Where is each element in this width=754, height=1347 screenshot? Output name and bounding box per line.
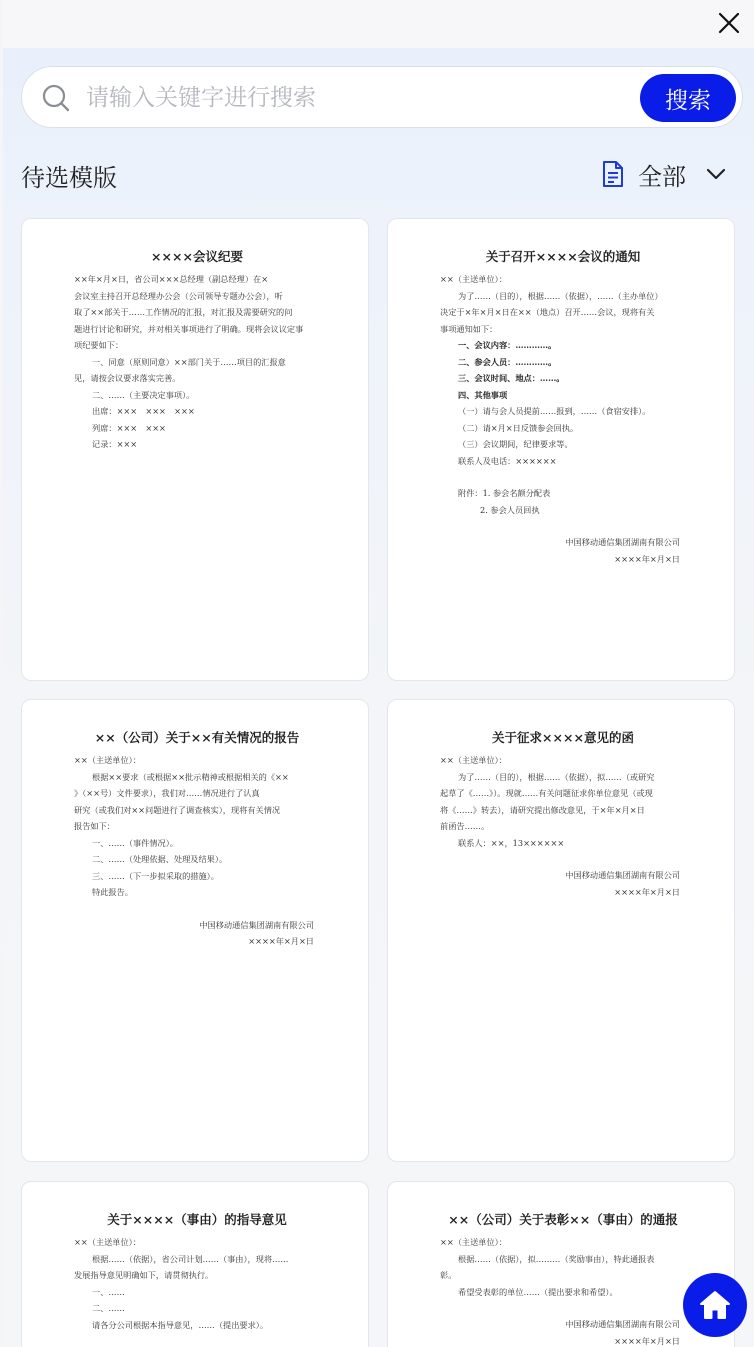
template-preview-line: 出席：××× ××× ×××: [92, 406, 195, 416]
document-icon: [600, 160, 626, 188]
template-preview-line: 为了……（目的），根据……（依据），……（主办单位）: [458, 290, 663, 301]
close-icon: [716, 10, 742, 36]
template-preview-line: 彰。: [440, 1270, 457, 1280]
template-preview-line: （一）请与会人员提前……报到，……（食宿安排）。: [458, 406, 651, 416]
template-preview-line: 列席：××× ×××: [92, 422, 166, 433]
template-preview: [74, 728, 320, 950]
template-title: 关于征求××××意见的函: [492, 730, 634, 745]
template-preview-line: 报告如下：: [74, 821, 115, 831]
template-preview-line: 记录：×××: [92, 439, 138, 449]
template-preview-line: ××××年×月×日: [614, 553, 680, 564]
home-button[interactable]: [683, 1273, 747, 1337]
template-preview-line: 发展指导意见明确如下，请贯彻执行。: [74, 1270, 214, 1280]
template-preview: [440, 247, 686, 567]
template-preview-line: ××××年×月×日: [248, 936, 314, 946]
template-card[interactable]: [387, 699, 735, 1162]
template-preview-line: 前函告……。: [440, 821, 490, 831]
template-preview-line: 决定于×年×月×日在××（地点）召开……会议，现将有关: [440, 307, 655, 317]
template-preview-line: ××××年×月×日: [614, 886, 680, 897]
template-preview-line: 会议室主持召开总经理办公会（公司领导专题办公会），听: [74, 290, 283, 301]
template-preview-line: 取了××部关于……工作情况的汇报，对汇报及需要研究的问: [74, 307, 293, 317]
template-preview-line: 希望受表彰的单位……（提出要求和希望）。: [458, 1286, 618, 1297]
template-preview-line: 起草了《……》）。现就……有关问题征求你单位意见（或现: [440, 788, 653, 798]
template-preview-line: ××××年×月×日: [614, 1335, 680, 1346]
template-preview-line: 二、……（主要决定事项）。: [92, 389, 195, 400]
template-preview-line: 三、会议时间、地点：……。: [458, 373, 565, 383]
template-picker-page: [3, 0, 754, 1347]
template-preview-line: 中国移动通信集团湖南有限公司: [199, 919, 314, 930]
template-preview-line: 附件：1. 参会名额分配表: [458, 488, 551, 498]
template-preview-line: 一、……: [92, 1286, 125, 1297]
template-preview-line: 见，请按会议要求落实完善。: [74, 373, 181, 383]
template-preview: [440, 1210, 686, 1347]
template-preview-line: ××（主送单位）：: [74, 755, 141, 765]
template-preview-line: 二、……: [92, 1303, 125, 1313]
template-title: ××××会议纪要: [151, 249, 243, 264]
template-title: 关于××××（事由）的指导意见: [107, 1212, 287, 1227]
template-preview-line: 联系人：××，13××××××: [458, 837, 565, 848]
template-preview-line: 将《……》转去），请研究提出修改意见，于×年×月×日: [440, 804, 645, 815]
template-preview-line: ××（主送单位）：: [440, 755, 507, 765]
template-title: ××（公司）关于××有关情况的报告: [94, 730, 300, 745]
search-bar: [21, 66, 743, 128]
template-preview-line: （三）会议期间，纪律要求等。: [458, 439, 573, 449]
template-preview-line: 根据××要求（或根据××批示精神或根据相关的《××: [92, 771, 289, 782]
template-title: ××（公司）关于表彰××（事由）的通报: [448, 1212, 678, 1227]
template-preview-line: ××（主送单位）：: [74, 1237, 141, 1247]
template-preview-line: （二）请×月×日反馈参会回执。: [458, 422, 579, 433]
template-preview-line: 一、……（事件情况）。: [92, 837, 178, 848]
category-filter-dropdown[interactable]: [600, 156, 726, 192]
filter-label: 全部: [638, 162, 686, 191]
close-button[interactable]: [716, 10, 742, 36]
home-icon: [698, 1289, 732, 1321]
template-preview-line: 特此报告。: [92, 887, 133, 897]
search-input[interactable]: [86, 77, 626, 119]
template-preview-line: 根据……（依据），拟………（奖励事由），特此通报表: [458, 1253, 655, 1264]
search-icon: [42, 84, 70, 112]
template-preview-line: 请各分公司根据本指导意见，……（提出要求）。: [92, 1319, 269, 1330]
template-preview-line: 中国移动通信集团湖南有限公司: [565, 870, 680, 880]
section-title: 待选模版: [21, 164, 117, 192]
template-preview-line: 一、同意（原则同意）××部门关于……项目的汇报意: [92, 356, 286, 367]
template-preview-line: 根据……（依据），省公司计划……（事由），现将……: [92, 1253, 289, 1264]
template-preview-line: 为了……（目的），根据……（依据），拟……（或研究: [458, 771, 655, 782]
template-preview-line: 研究（或我们对××问题进行了调查核实），现将有关情况: [74, 804, 281, 815]
template-preview-line: 二、参会人员：…………。: [458, 356, 557, 367]
template-preview-line: 四、其他事项: [458, 389, 508, 400]
chevron-down-icon: [706, 168, 726, 180]
search-button[interactable]: 搜索: [640, 74, 736, 122]
template-preview-line: 二、……（处理依据、处理及结果）。: [92, 854, 228, 864]
template-preview-line: 联系人及电话：××××××: [458, 455, 557, 466]
template-preview-line: ××（主送单位）：: [440, 1237, 507, 1247]
template-card[interactable]: [21, 218, 369, 681]
template-preview: [440, 728, 686, 900]
template-card[interactable]: [387, 1181, 735, 1347]
template-preview-line: 中国移动通信集团湖南有限公司: [565, 537, 680, 547]
template-preview: [74, 247, 320, 453]
template-preview-line: ××（主送单位）：: [440, 274, 507, 284]
template-preview-line: 事项通知如下：: [440, 323, 498, 334]
template-preview-line: 2. 参会人员回执: [480, 504, 540, 515]
template-preview-line: 中国移动通信集团湖南有限公司: [565, 1319, 680, 1329]
template-preview-line: 》（××号）文件要求），我们对……情况进行了认真: [74, 788, 260, 798]
template-title: 关于召开××××会议的通知: [485, 249, 641, 264]
template-preview-line: 题进行讨论和研究，并对相关事项进行了明确。现将会议议定事: [74, 323, 304, 334]
template-preview-line: ××年×月×日，省公司×××总经理（副总经理）在×: [74, 274, 269, 284]
template-preview-line: 一、会议内容：…………。: [458, 340, 557, 350]
template-preview: [74, 1210, 320, 1333]
template-preview-line: 三、……（下一步拟采取的措施）。: [92, 870, 219, 881]
template-card[interactable]: [21, 699, 369, 1162]
template-preview-line: 项纪要如下：: [74, 340, 124, 350]
template-card[interactable]: [387, 218, 735, 681]
template-card[interactable]: [21, 1181, 369, 1347]
